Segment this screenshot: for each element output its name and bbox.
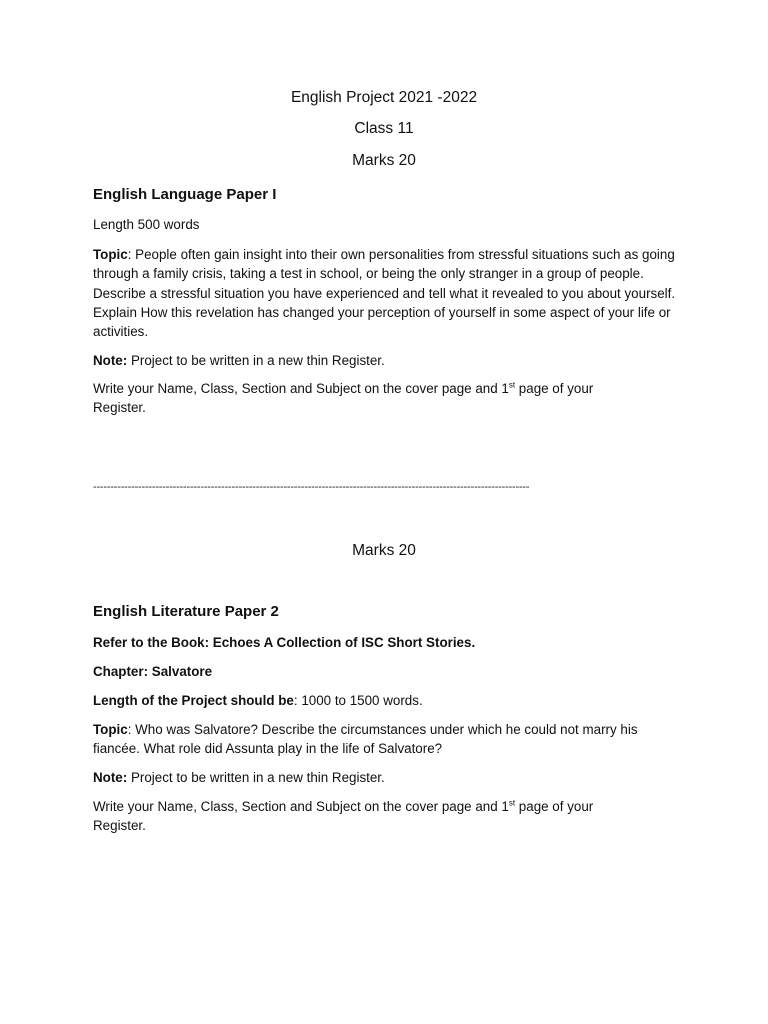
paper2-refer-text: Refer to the Book: Echoes A Collection of ISC Short Stories. (93, 635, 476, 650)
paper2-chapter (93, 662, 683, 681)
paper2-topic (93, 720, 683, 759)
paper1-topic-text: : People often gain insight into their own personalities from stressful situations such as going through a family crisis, taking a test in school, or being the only stranger in a group of people. Describe a stressful situation you have experienced and tell what it revealed to you about yourself. Explain How this revelation has changed your perception of yourself in some aspect of your life or activities. (93, 247, 676, 340)
paper2-topic-text: : Who was Salvatore? Describe the circumstances under which he could not marry his fiancée. What role did Assunta play in the life of Salvatore? (93, 722, 638, 757)
paper1-write-instructions (93, 379, 633, 418)
paper2-write-post: page of your Register. (93, 799, 594, 834)
paper2-note-text: Project to be written in a new thin Register. (127, 770, 385, 785)
paper2-chapter-text: Chapter: Salvatore (93, 664, 213, 679)
paper1-note (93, 351, 683, 370)
paper1-note-text: Project to be written in a new thin Register. (127, 353, 385, 368)
paper1-topic-label: Topic (93, 247, 128, 262)
paper2-write-instructions (93, 797, 633, 836)
paper1-write-sup: st (508, 380, 516, 390)
paper2-write-sup: st (508, 798, 516, 808)
paper2-length-text: : 1000 to 1500 words. (293, 693, 423, 708)
paper1-write-pre: Write your Name, Class, Section and Subject on the cover page and 1 (93, 381, 509, 396)
paper1-topic (93, 245, 683, 341)
paper1-length: Length 500 words (93, 217, 200, 232)
paper1-heading: English Language Paper I (93, 186, 277, 203)
paper2-note (93, 768, 683, 787)
paper2-refer (93, 633, 683, 652)
project-title: English Project 2021 -2022 (290, 89, 478, 106)
class-line: Class 11 (354, 120, 414, 137)
marks-line-2: Marks 20 (352, 542, 416, 559)
paper2-length-label: Length of the Project should be (93, 693, 294, 708)
paper2-note-label: Note: (93, 770, 128, 785)
paper2-length (93, 691, 683, 710)
paper2-write-pre: Write your Name, Class, Section and Subject on the cover page and 1 (93, 799, 509, 814)
paper2-topic-label: Topic (93, 722, 128, 737)
marks-line-1: Marks 20 (352, 152, 416, 169)
paper1-write-post: page of your Register. (93, 381, 594, 416)
paper2-heading: English Literature Paper 2 (93, 603, 279, 620)
paper1-note-label: Note: (93, 353, 128, 368)
section-divider: ------------------------------------------------------------------------------------------------------------------------------ (93, 481, 530, 493)
